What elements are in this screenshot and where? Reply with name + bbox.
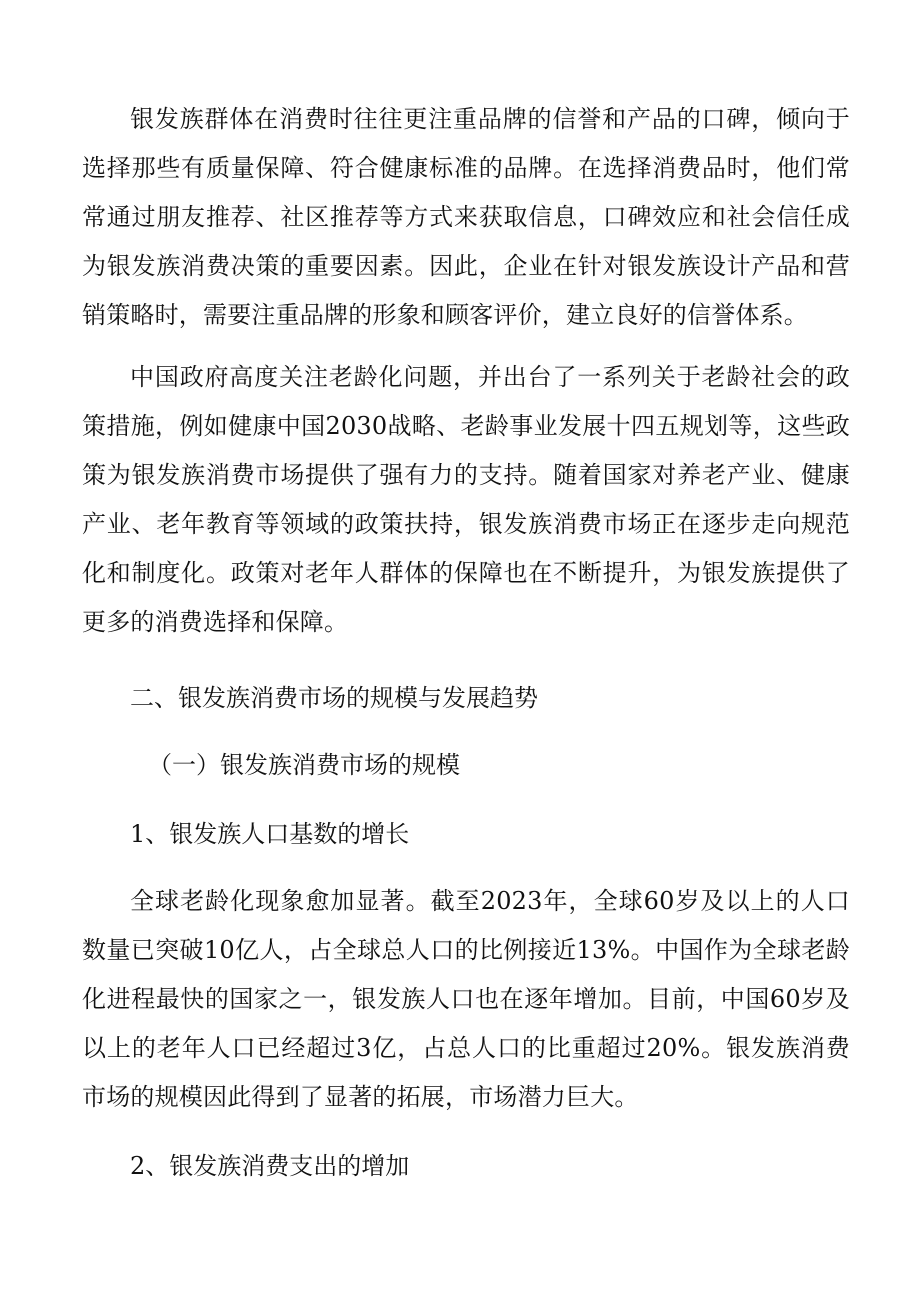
item-heading-population: 1、银发族人口基数的增长 xyxy=(130,820,410,848)
paragraph-population-growth: 全球老龄化现象愈加显著。截至2023年，全球60岁及以上的人口数量已突破10亿人，占全球总人口的比例接近13%。中国作为全球老龄化进程最快的国家之一，银发族人口也在逐年增加。目前，中国60岁及以上的老年人口已经超过3亿，占总人口的比重超过20%。银发族消费市场的规模因此得到了显著的拓展，市场潜力巨大。 xyxy=(82,887,850,1111)
item-heading-spending: 2、银发族消费支出的增加 xyxy=(130,1152,410,1180)
paragraph-brand-reputation: 银发族群体在消费时往往更注重品牌的信誉和产品的口碑，倾向于选择那些有质量保障、符合健康标准的品牌。在选择消费品时，他们常常通过朋友推荐、社区推荐等方式来获取信息，口碑效应和社会信任成为银发族消费决策的重要因素。因此，企业在针对银发族设计产品和营销策略时，需要注重品牌的形象和顾客评价，建立良好的信誉体系。 xyxy=(82,105,850,329)
document-page xyxy=(82,95,850,1191)
paragraph-government-policy: 中国政府高度关注老龄化问题，并出台了一系列关于老龄社会的政策措施，例如健康中国2030战略、老龄事业发展十四五规划等，这些政策为银发族消费市场提供了强有力的支持。随着国家对养老产业、健康产业、老年教育等领域的政策扶持，银发族消费市场正在逐步走向规范化和制度化。政策对老年人群体的保障也在不断提升，为银发族提供了更多的消费选择和保障。 xyxy=(82,363,850,636)
section-heading: 二、银发族消费市场的规模与发展趋势 xyxy=(130,684,538,712)
subsection-heading: （一）银发族消费市场的规模 xyxy=(148,751,460,779)
